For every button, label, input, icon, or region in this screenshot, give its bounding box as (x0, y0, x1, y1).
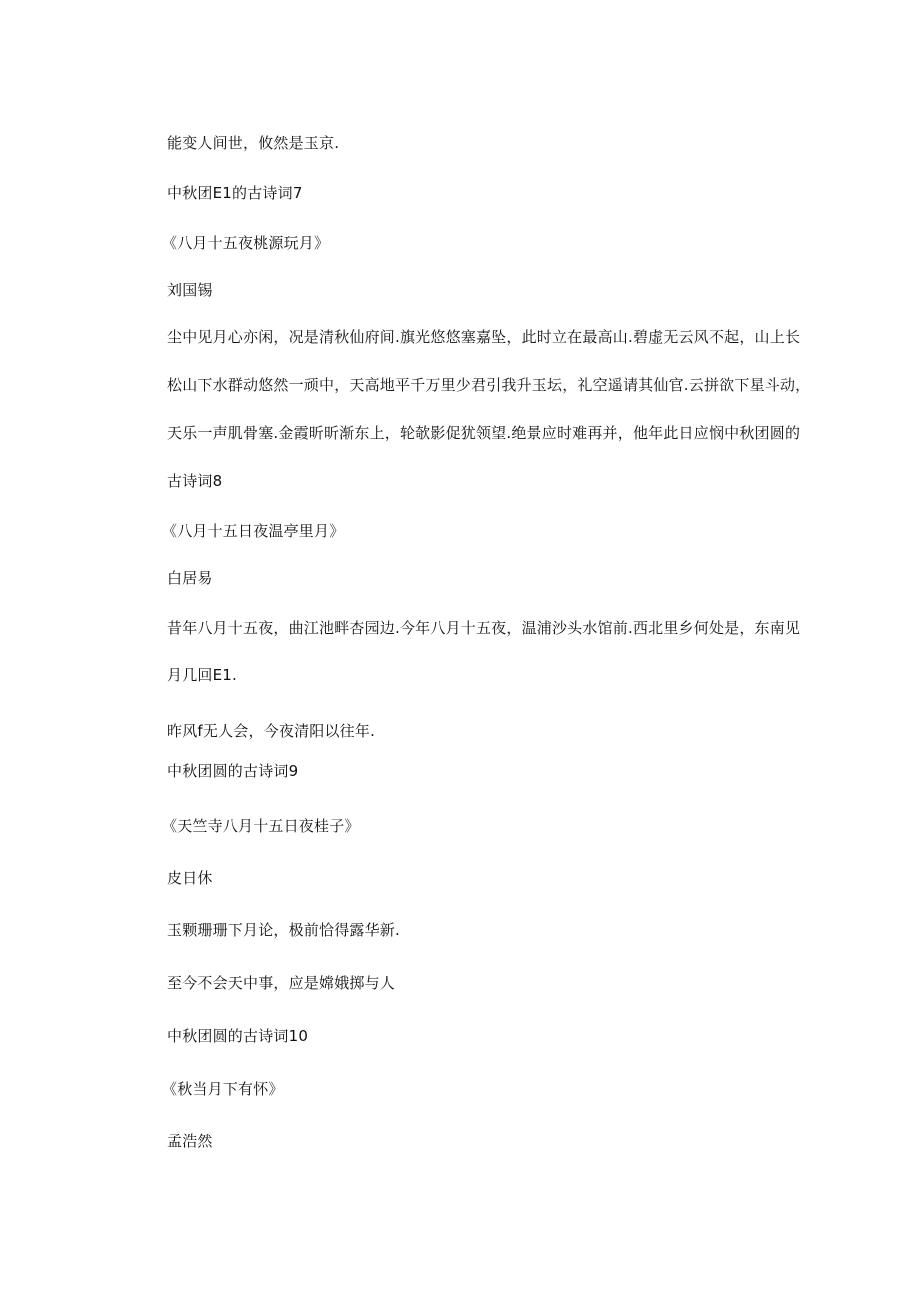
poem-text-line: 尘中见月心亦闲，况是清秋仙府间.旗光悠悠塞嘉坠，此时立在最高山.碧虚无云风不起，山上长 (167, 328, 801, 346)
poem-text-line: 天乐一声肌骨塞.金霞昕昕渐东上，轮欹影促犹领望.绝景应时难再并，他年此日应悯中秋团圆的 (167, 424, 801, 442)
poem-text-line: 月几回E1. (167, 666, 237, 684)
section-heading: 中秋团E1的古诗词7 (167, 184, 303, 202)
section-heading: 中秋团圆的古诗词9 (167, 762, 299, 780)
poem-text-line: 昨风f无人会，今夜清阳以往年. (167, 722, 376, 740)
poem-text-line: 昔年八月十五夜，曲江池畔杏园边.今年八月十五夜，温浦沙头水馆前.西北里乡何处是，东南见 (167, 619, 801, 637)
poem-title: 《八月十五夜桃源玩月》 (162, 234, 330, 252)
poem-author: 孟浩然 (167, 1132, 213, 1150)
poem-title: 《八月十五日夜温亭里月》 (162, 522, 345, 540)
poem-title: 《秋当月下有怀》 (162, 1080, 284, 1098)
poem-author: 白居易 (167, 569, 213, 587)
text-line: 能变人间世，攸然是玉京. (167, 134, 340, 152)
poem-text-line: 松山下水群动悠然一顽中，天高地平千万里少君引我升玉坛，礼空遥请其仙官.云拼欲下星斗动， (167, 376, 811, 394)
poem-author: 皮日休 (167, 869, 213, 887)
poem-text-line: 玉颗珊珊下月论，极前恰得露华新. (167, 921, 400, 939)
poem-text-line: 至今不会天中事，应是嫦娥掷与人 (167, 974, 396, 992)
poem-author: 刘国锡 (167, 281, 213, 299)
section-heading: 中秋团圆的古诗词10 (167, 1027, 309, 1045)
section-heading: 古诗词8 (167, 472, 223, 490)
poem-title: 《天竺寺八月十五日夜桂子》 (162, 817, 360, 835)
